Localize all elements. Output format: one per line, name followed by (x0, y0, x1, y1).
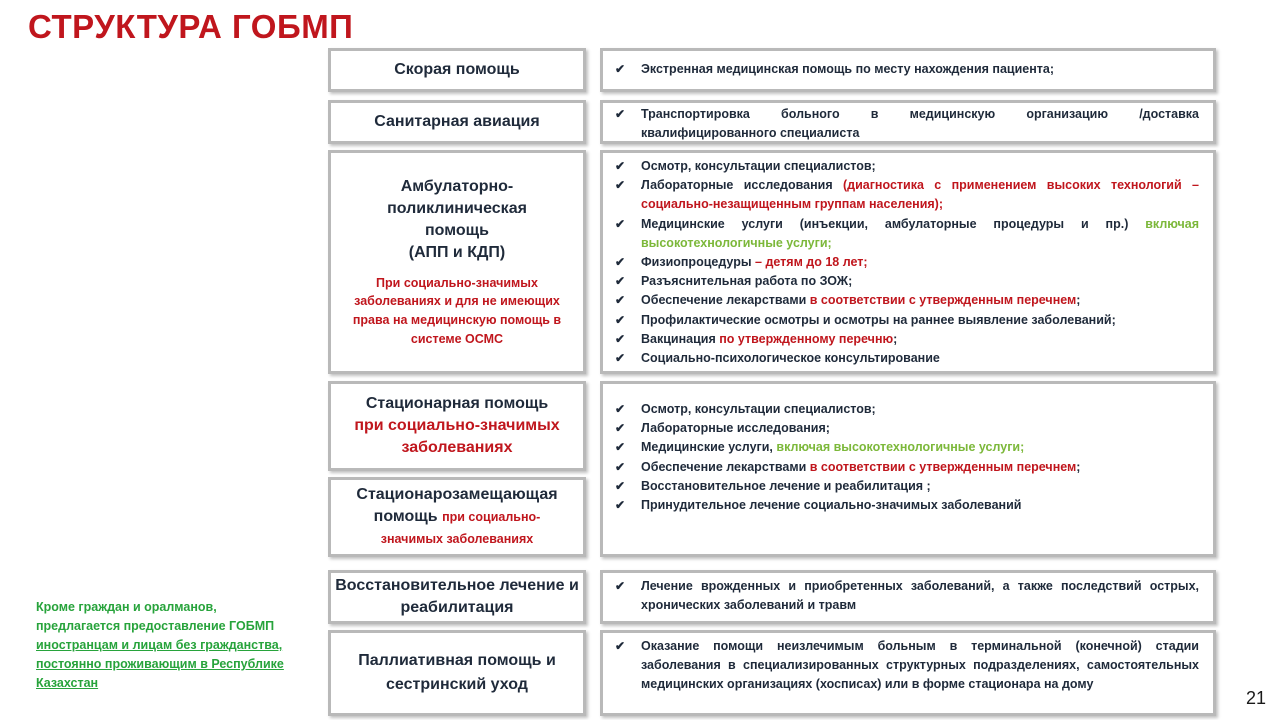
inpatient-condition-line1: при социально-значимых (354, 417, 560, 434)
list-item: ✔ Вакцинация по утвержденному перечню; (615, 330, 1199, 349)
list-item: ✔ Экстренная медицинская помощь по месту нахождения пациента; (615, 60, 1199, 79)
emergency-label-box (328, 48, 586, 92)
check-icon: ✔ (615, 159, 626, 173)
list-item: ✔ Социально-психологическое консультирование (615, 349, 1199, 368)
inpatient-label-box (328, 381, 586, 471)
page-title: СТРУКТУРА ГОБМП (28, 8, 354, 45)
daycare-label-line2: помощь при социально- (373, 508, 541, 525)
check-icon: ✔ (615, 579, 626, 593)
list-item: ✔ Лабораторные исследования (диагностика с применением высоких технологий – социально-незащищенным группам населения); (615, 178, 1199, 212)
aviation-label-box (328, 100, 586, 144)
rehab-label: Восстановительное лечение и (335, 577, 579, 594)
list-item: ✔ Осмотр, консультации специалистов; (615, 157, 1199, 176)
check-icon: ✔ (615, 312, 626, 327)
palliative-services-box (600, 630, 1216, 716)
check-icon: ✔ (615, 421, 626, 436)
emergency-services-box (600, 48, 1216, 92)
check-icon: ✔ (615, 274, 626, 289)
list-item: ✔ Принудительное лечение социально-значимых заболеваний (615, 496, 1199, 515)
list-item: ✔ Медицинские услуги (инъекции, амбулаторные процедуры и пр.) включая высокотехнологичные услуги; (615, 216, 1199, 250)
list-item: ✔ Оказание помощи неизлечимым больным в терминальной (конечной) стадии заболевания в специализированных структурных подразделениях, самостоятельных медицинских организациях (хосписах) или в форме стационара на дому (615, 639, 1199, 692)
check-icon: ✔ (615, 498, 626, 513)
check-icon: ✔ (615, 331, 626, 346)
palliative-label-box (328, 630, 586, 716)
palliative-label-line2: сестринский уход (386, 676, 528, 693)
daycare-label-box (328, 477, 586, 557)
check-icon: ✔ (615, 293, 626, 308)
check-icon: ✔ (615, 459, 626, 474)
foreigners-note: Кроме граждан и оралманов, предлагается предоставление ГОБМП иностранцам и лицам без гражданства, постоянно проживающим в Республике Казахстан (36, 600, 284, 690)
list-item: ✔ Лабораторные исследования; (615, 419, 1199, 438)
list-item: ✔ Разъяснительная работа по ЗОЖ; (615, 272, 1199, 291)
rehab-label-box (328, 570, 586, 624)
page-number: 21 (1245, 688, 1266, 708)
outpatient-services-box (600, 150, 1216, 374)
outpatient-label: Амбулаторно- поликлиническая помощь (АПП и КДП) (387, 177, 527, 261)
list-item: ✔ Профилактические осмотры и осмотры на раннее выявление заболеваний; (615, 311, 1199, 330)
check-icon: ✔ (615, 478, 626, 493)
check-icon: ✔ (615, 62, 626, 76)
check-icon: ✔ (615, 178, 626, 193)
list-item: ✔ Обеспечение лекарствами в соответствии с утвержденным перечнем; (615, 291, 1199, 310)
check-icon: ✔ (615, 255, 626, 270)
list-item: ✔ Лечение врожденных и приобретенных заболеваний, а также последствий острых, хронических заболеваний и травм (615, 579, 1199, 613)
palliative-label: Паллиативная помощь и (358, 652, 556, 669)
aviation-label: Санитарная авиация (374, 113, 540, 131)
check-icon: ✔ (615, 107, 626, 121)
check-icon: ✔ (615, 440, 626, 455)
daycare-label: Стационарозамещающая (356, 486, 558, 503)
emergency-label: Скорая помощь (394, 61, 520, 79)
list-item: ✔ Обеспечение лекарствами в соответствии с утвержденным перечнем; (615, 458, 1199, 477)
daycare-condition: значимых заболеваниях (380, 532, 534, 546)
list-item: ✔ Медицинские услуги, включая высокотехнологичные услуги; (615, 438, 1199, 457)
aviation-services-box (600, 100, 1216, 144)
outpatient-condition: При социально-значимых заболеваниях и для не имеющих права на медицинскую помощь в системе ОСМС (352, 275, 562, 346)
list-item: ✔ Транспортировка больного в медицинскую организацию /доставка квалифицированного специалиста (615, 107, 1199, 141)
list-item: ✔ Восстановительное лечение и реабилитация ; (615, 477, 1199, 496)
inpatient-condition-line2: заболеваниях (401, 439, 513, 456)
outpatient-label-box (328, 150, 586, 374)
rehab-services-box (600, 570, 1216, 624)
list-item: ✔ Физиопроцедуры – детям до 18 лет; (615, 253, 1199, 272)
check-icon: ✔ (615, 351, 626, 366)
check-icon: ✔ (615, 402, 626, 416)
check-icon: ✔ (615, 639, 626, 653)
rehab-label-line2: реабилитация (400, 599, 514, 616)
check-icon: ✔ (615, 216, 626, 231)
inpatient-label: Стационарная помощь (365, 395, 549, 412)
inpatient-services-box (600, 381, 1216, 557)
list-item: ✔ Осмотр, консультации специалистов; (615, 400, 1199, 419)
